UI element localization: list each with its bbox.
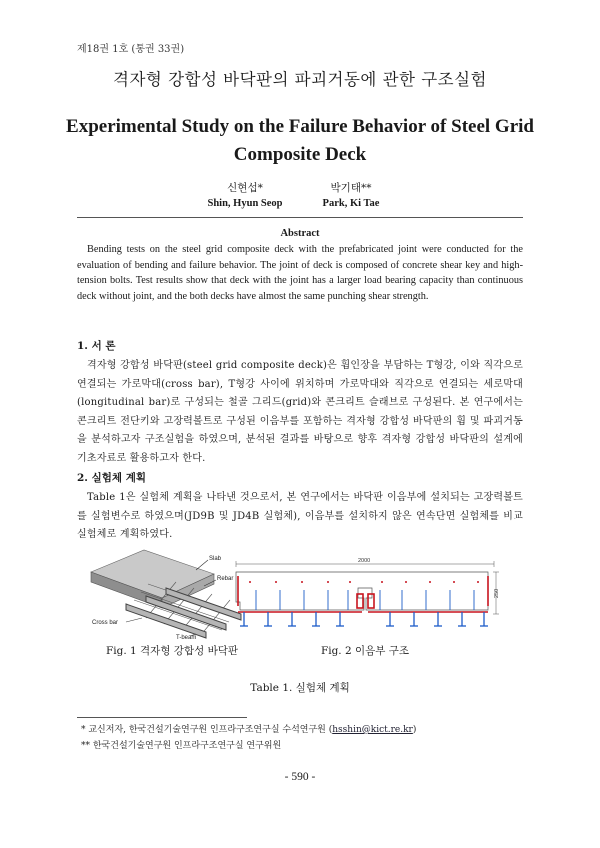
english-title xyxy=(60,113,540,169)
section-2-heading: 2. 실험체 계획 xyxy=(77,472,146,484)
fig1-label-cross-bar: Cross bar xyxy=(92,620,119,626)
fig2-joint-drawing xyxy=(230,554,502,630)
footnote-2-mark: ** xyxy=(81,741,90,751)
author-2-korean: 박기태** xyxy=(330,182,372,194)
fig2-dim-height: 250 xyxy=(494,588,500,598)
section-1-text: 격자형 강합성 바닥판(steel grid composite deck)은 휨인장을 부담하는 T형강, 이와 직각으로 연결되는 가로막대(cross bar), T형강 사이에 위치하며 가로막대와 직각으로 연결되는 세로막대(longitudinal bar)로 구성되는 철골 그리드(grid)와 콘크리트 슬래브로 구성된다. 본 연구에서는 콘크리트 전단키와 고장력볼트로 구성된 이음부를 포함하는 격자형 강합성 바닥판의 휨 및 파괴거동을 분석하고자 구조실험을 하였으며, 분석된 결과를 바탕으로 향후 격자형 강합성 바닥판의 설계에 기초자료로 활용하고자 한다. xyxy=(77,360,523,464)
english-title-line2: Composite Deck xyxy=(233,144,367,165)
title-divider xyxy=(77,217,523,218)
fig1-deck-illustration xyxy=(86,544,246,640)
abstract-text: Bending tests on the steel grid composite deck with the prefabricated joint were conducted for the evaluation of bending and failure behavior. The joint of deck is composed of concrete shear key and high-tension bolts. Test results show that deck with the joint has a larger load bearing capacity than continuous deck without joint, and the both decks have almost the same punching shear strength. xyxy=(77,244,523,302)
author-2-english: Park, Ki Tae xyxy=(322,198,380,209)
footnote-1-email[interactable]: hsshin@kict.re.kr xyxy=(332,725,413,735)
author-2 xyxy=(286,180,416,209)
fig1-label-tbeam: T-beam xyxy=(176,635,197,640)
fig1-caption: Fig. 1 격자형 강합성 바닥판 xyxy=(105,645,239,657)
fig1-label-rebar: Rebar xyxy=(217,576,234,582)
author-1-korean: 신현섭* xyxy=(227,182,263,194)
fig1-label-slab: Slab xyxy=(209,556,222,562)
footnote-1-tail: ) xyxy=(412,725,417,735)
journal-volume: 제18권 1호 (통권 33권) xyxy=(77,44,185,55)
footnote-1 xyxy=(81,722,416,735)
table1-caption: Table 1. 실험체 계획 xyxy=(250,682,350,694)
author-1-english: Shin, Hyun Seop xyxy=(207,198,283,209)
footnote-2-text: 한국건설기술연구원 인프라구조연구실 연구위원 xyxy=(90,741,282,751)
page-number: - 590 - xyxy=(284,771,316,783)
footnote-1-text: 교신저자, 한국건설기술연구원 인프라구조연구실 수석연구원 ( xyxy=(85,725,333,735)
fig2-dim-width: 2000 xyxy=(358,558,371,564)
fig2-caption: Fig. 2 이음부 구조 xyxy=(320,645,410,657)
abstract-heading: Abstract xyxy=(280,228,320,239)
korean-title: 격자형 강합성 바닥판의 파괴거동에 관한 구조실험 xyxy=(113,70,487,89)
english-title-line1: Experimental Study on the Failure Behavior of Steel Grid xyxy=(66,116,534,137)
section-1-heading: 1. 서 론 xyxy=(77,340,116,352)
footnote-2 xyxy=(81,738,281,751)
footnote-divider xyxy=(77,717,247,718)
footnote-1-mark: * xyxy=(81,725,86,735)
section-2-text: Table 1은 실험체 계획을 나타낸 것으로서, 본 연구에서는 바닥판 이음부에 설치되는 고장력볼트를 실험변수로 하였으며(JD9B 및 JD4B 실험체), 이음부를 설치하지 않은 연속단면 실험체를 비교실험체로 계획하였다. xyxy=(77,492,523,541)
